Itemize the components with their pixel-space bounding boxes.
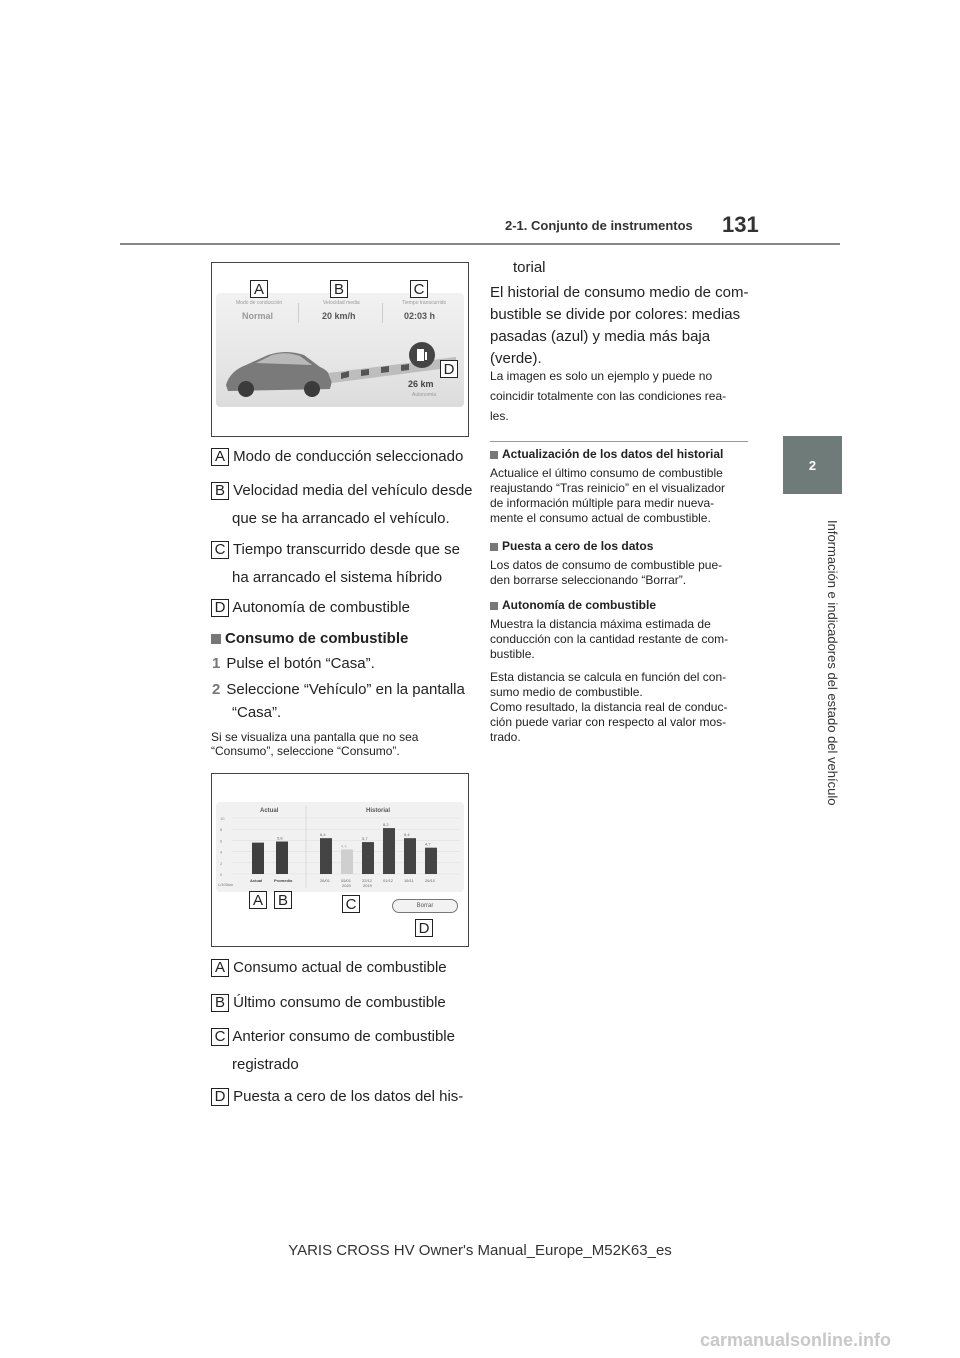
para-line: La imagen es solo un ejemplo y puede no (490, 369, 713, 383)
section-rule (490, 441, 748, 442)
bar-promedio (276, 842, 288, 874)
s3-body-b (490, 670, 727, 745)
callout-b: B (211, 482, 229, 500)
chapter-title: Información e indicadores del estado del vehículo (825, 520, 840, 806)
y-tick-label: 4 (220, 849, 223, 855)
speed-label: Velocidad media (323, 300, 360, 306)
history-bar (425, 848, 437, 874)
screen-consumption (216, 802, 464, 892)
para-line: les. (490, 409, 509, 423)
bar-category-label: Promedio (274, 878, 293, 883)
list2-item-d (211, 1088, 463, 1106)
step-number: 2 (212, 681, 221, 698)
mode-value: Normal (242, 311, 274, 321)
callout-d: D (440, 360, 458, 378)
callout-a: A (250, 280, 268, 298)
y-tick-label: 0 (220, 872, 223, 877)
actual-tab: Actual (260, 808, 279, 814)
para-line: pasadas (azul) y media más baja (490, 328, 711, 345)
para-2 (490, 366, 760, 426)
history-bar (320, 838, 332, 874)
item-text: Último consumo de combustible (233, 994, 446, 1011)
page-number: 131 (722, 212, 759, 237)
s3-body-a (490, 617, 728, 662)
s2-title (490, 539, 653, 553)
line: de información múltiple para medir nueva- (490, 496, 715, 510)
bar-value-label: 6,4 (320, 832, 326, 838)
para-1 (490, 282, 760, 370)
step-text: Seleccione “Vehículo” en la pantalla (226, 681, 465, 698)
s3-title-text: Autonomía de combustible (502, 598, 657, 612)
history-bar (404, 838, 416, 874)
callout-c: C (211, 1028, 229, 1046)
list2-item-a (211, 959, 447, 977)
fuel-icon (408, 341, 436, 369)
bar-value-label: 4,7 (425, 841, 431, 847)
step-text: Pulse el botón “Casa”. (226, 655, 375, 672)
item-text: Consumo actual de combustible (233, 959, 447, 976)
consumption-chart (216, 802, 464, 892)
time-value: 02:03 h (404, 311, 436, 321)
bar-value-label: 6,4 (404, 832, 410, 838)
bar-value-label: 8,2 (383, 822, 389, 828)
footer: YARIS CROSS HV Owner's Manual_Europe_M52K63_es (288, 1242, 672, 1259)
line: Actualice el último consumo de combustible (490, 466, 723, 480)
bar-value-label: 5,7 (362, 836, 368, 842)
para-line: (verde). (490, 350, 542, 367)
historial-tab: Historial (366, 808, 391, 814)
callout-d: D (211, 1088, 229, 1106)
y-tick-label: 8 (220, 827, 223, 833)
callout-c: C (342, 895, 360, 913)
para-line: El historial de consumo medio de com- (490, 284, 749, 301)
section-title: 2-1. Conjunto de instrumentos (505, 218, 693, 233)
figure-driving-info (211, 262, 469, 437)
callout-d: D (415, 919, 433, 937)
mode-label: Modo de conducción (236, 300, 283, 306)
list2-item-c-cont: registrado (232, 1056, 299, 1073)
figure-consumption (211, 773, 469, 947)
bar-date-label: 22/12 (362, 878, 373, 883)
item-text: Autonomía de combustible (232, 599, 410, 616)
list1-item-b (211, 482, 473, 500)
bar-date-label: 26/10 (425, 878, 436, 883)
chapter-tab: 2 (783, 436, 842, 494)
heading-text: Consumo de combustible (225, 630, 409, 647)
reset-button[interactable] (392, 899, 458, 913)
history-bar (341, 849, 353, 874)
consumo-heading (211, 630, 408, 648)
item-text: Tiempo transcurrido desde que se (232, 541, 460, 558)
item-text: Puesta a cero de los datos del his- (233, 1088, 464, 1105)
para-line: bustible se divide por colores: medias (490, 306, 741, 323)
s2-title-text: Puesta a cero de los datos (502, 539, 654, 553)
line: Muestra la distancia máxima estimada de (490, 617, 711, 631)
list1-item-d (211, 599, 410, 617)
line: conducción con la cantidad restante de com- (490, 632, 729, 646)
callout-b: B (330, 280, 348, 298)
line: Los datos de consumo de combustible pue- (490, 558, 723, 572)
y-tick-label: 2 (220, 860, 223, 866)
divider (382, 303, 383, 323)
unit-label: L/100km (218, 882, 234, 887)
history-bar (362, 842, 374, 874)
list1-item-c-cont: ha arrancado el sistema híbrido (232, 569, 443, 586)
reset-button-label: Borrar (416, 903, 434, 909)
note-line1: Si se visualiza una pantalla que no sea (211, 730, 419, 744)
y-tick-label: 10 (220, 816, 225, 821)
note-line2: “Consumo”, seleccione “Consumo”. (211, 744, 400, 758)
bar-category-label: Actual (250, 878, 263, 883)
callout-c: C (211, 541, 229, 559)
list2-item-c (211, 1028, 455, 1046)
callout-b: B (274, 891, 292, 909)
line: trado. (490, 730, 521, 744)
callout-c: C (410, 280, 428, 298)
item-text: Velocidad media del vehículo desde (233, 482, 473, 499)
bar-date-label: 26/01 (320, 878, 331, 883)
s1-title-text: Actualización de los datos del historial (502, 447, 724, 461)
list2-item-b (211, 994, 446, 1012)
bar-actual (252, 843, 264, 874)
list1-item-a (211, 448, 463, 466)
line: Esta distancia se calcula en función del con- (490, 670, 727, 684)
callout-a: A (211, 448, 229, 466)
line: reajustando “Tras reinicio” en el visualizador (490, 481, 725, 495)
step-2 (212, 681, 465, 699)
line: Como resultado, la distancia real de conduc- (490, 700, 728, 714)
bar-date-label: 05/01 (341, 878, 352, 883)
line: sumo medio de combustible. (490, 685, 643, 699)
step-1 (212, 655, 375, 673)
callout-a: A (211, 959, 229, 977)
para-line: coincidir totalmente con las condiciones rea- (490, 389, 727, 403)
divider (298, 303, 299, 323)
line: ción puede variar con respecto al valor mos- (490, 715, 727, 729)
s1-body (490, 466, 725, 526)
speed-value: 20 km/h (322, 311, 356, 321)
line: bustible. (490, 647, 535, 661)
line: mente el consumo actual de combustible. (490, 511, 711, 525)
s3-title (490, 598, 656, 612)
s2-body (490, 558, 722, 588)
s1-title (490, 447, 723, 461)
step-number: 1 (212, 655, 221, 672)
bar-year-label: 2020 (342, 883, 351, 888)
continuation: torial (513, 259, 546, 276)
bar-value-label: 4,4 (341, 843, 347, 849)
range-label: Autonomía (412, 392, 437, 398)
step-2-cont: “Casa”. (232, 704, 282, 721)
y-tick-label: 6 (220, 838, 223, 844)
range-value: 26 km (408, 379, 434, 389)
bar-date-label: 16/11 (404, 878, 414, 883)
item-text: Modo de conducción seleccionado (233, 448, 464, 465)
screen-driving-info (216, 293, 464, 407)
bar-year-label: 2019 (363, 883, 372, 888)
callout-b: B (211, 994, 229, 1012)
line: den borrarse seleccionando “Borrar”. (490, 573, 687, 587)
header-rule (120, 243, 840, 245)
item-text: Anterior consumo de combustible (232, 1028, 455, 1045)
history-bar (383, 828, 395, 874)
bar-value-label: 5,8 (277, 835, 283, 841)
callout-d: D (211, 599, 229, 617)
callout-a: A (249, 891, 267, 909)
time-label: Tiempo transcurrido (402, 300, 447, 306)
list1-item-b-cont: que se ha arrancado el vehículo. (232, 510, 450, 527)
list1-item-c (211, 541, 460, 559)
watermark: carmanualsonline.info (700, 1330, 892, 1350)
bar-date-label: 01/12 (383, 878, 394, 883)
